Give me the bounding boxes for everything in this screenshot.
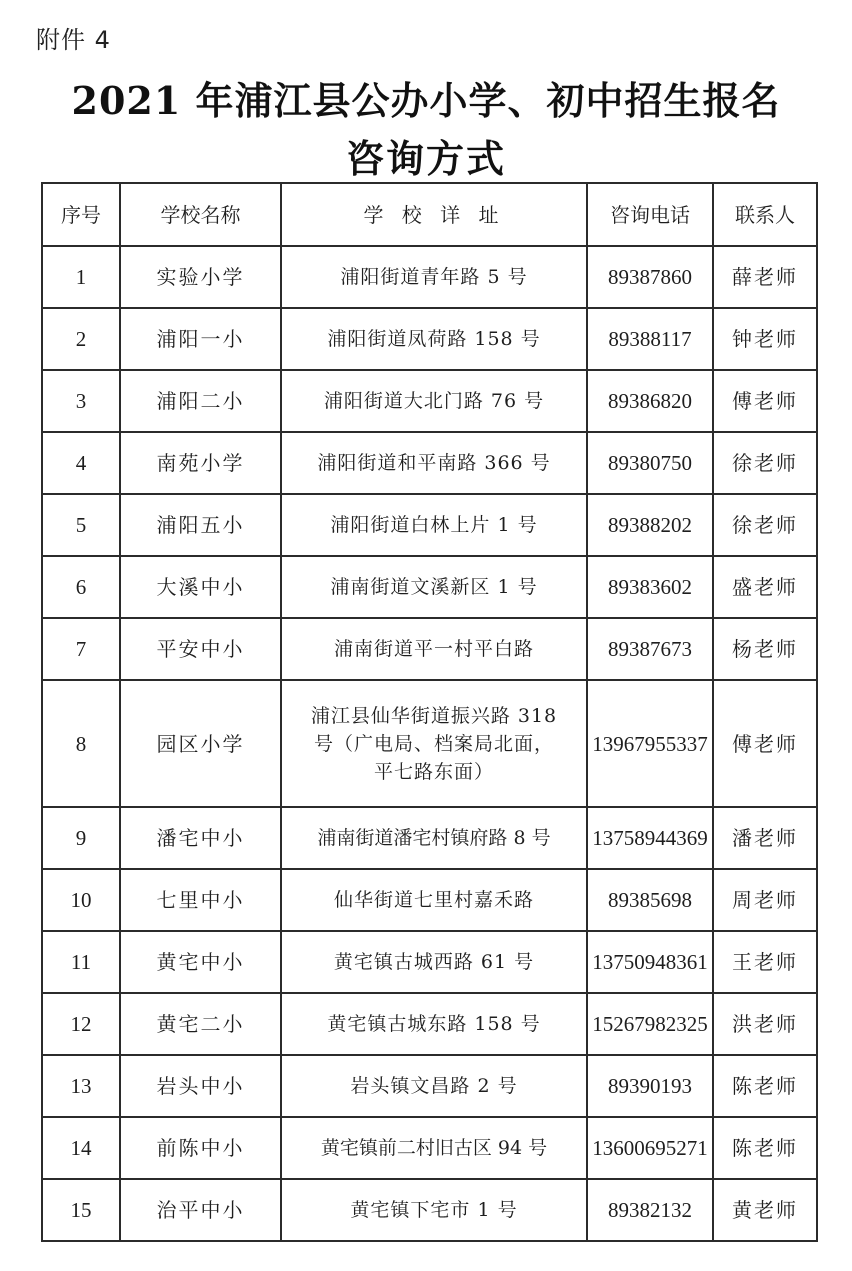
school-phone: 89380750 <box>587 432 713 494</box>
contact-person: 陈老师 <box>713 1055 817 1117</box>
table-row <box>42 931 817 993</box>
school-address: 浦南街道文溪新区 1 号 <box>281 556 587 618</box>
table-row <box>42 869 817 931</box>
document-title: 2021 年浦江县公办小学、初中招生报名 <box>71 78 781 123</box>
table-row <box>42 432 817 494</box>
school-name: 平安中小 <box>120 618 281 680</box>
header-phone: 咨询电话 <box>587 183 713 246</box>
school-address: 黄宅镇古城西路 61 号 <box>281 931 587 993</box>
school-phone: 89385698 <box>587 869 713 931</box>
header-contact: 联系人 <box>713 183 817 246</box>
school-phone: 89382132 <box>587 1179 713 1241</box>
contact-person: 洪老师 <box>713 993 817 1055</box>
school-phone: 89388117 <box>587 308 713 370</box>
school-phone: 89386820 <box>587 370 713 432</box>
header-school-name: 学校名称 <box>120 183 281 246</box>
school-name: 黄宅二小 <box>120 993 281 1055</box>
table-row <box>42 308 817 370</box>
table-row <box>42 1055 817 1117</box>
school-name: 七里中小 <box>120 869 281 931</box>
school-name: 治平中小 <box>120 1179 281 1241</box>
contact-person: 潘老师 <box>713 807 817 869</box>
school-address: 浦阳街道和平南路 366 号 <box>281 432 587 494</box>
row-index: 7 <box>42 618 120 680</box>
school-address: 岩头镇文昌路 2 号 <box>281 1055 587 1117</box>
school-phone: 89388202 <box>587 494 713 556</box>
school-name: 大溪中小 <box>120 556 281 618</box>
table-row <box>42 618 817 680</box>
table-row <box>42 993 817 1055</box>
school-name: 浦阳五小 <box>120 494 281 556</box>
table-header-row <box>42 183 817 246</box>
school-phone: 89387673 <box>587 618 713 680</box>
address-line: 平七路东面） <box>373 760 494 783</box>
header-index: 序号 <box>42 183 120 246</box>
contact-person: 周老师 <box>713 869 817 931</box>
contact-person: 盛老师 <box>713 556 817 618</box>
school-name: 浦阳二小 <box>120 370 281 432</box>
header-address: 学 校 详 址 <box>281 183 587 246</box>
school-address: 浦南街道潘宅村镇府路 8 号 <box>281 807 587 869</box>
school-address: 浦阳街道白林上片 1 号 <box>281 494 587 556</box>
school-address: 黄宅镇前二村旧古区 94 号 <box>281 1117 587 1179</box>
contact-person: 傅老师 <box>713 370 817 432</box>
row-index: 14 <box>42 1117 120 1179</box>
school-phone: 13967955337 <box>587 680 713 807</box>
row-index: 4 <box>42 432 120 494</box>
contact-person: 王老师 <box>713 931 817 993</box>
school-name: 浦阳一小 <box>120 308 281 370</box>
contact-person: 钟老师 <box>713 308 817 370</box>
row-index: 12 <box>42 993 120 1055</box>
school-name: 前陈中小 <box>120 1117 281 1179</box>
table-row <box>42 556 817 618</box>
school-address: 浦阳街道凤荷路 158 号 <box>281 308 587 370</box>
row-index: 13 <box>42 1055 120 1117</box>
row-index: 9 <box>42 807 120 869</box>
table-row <box>42 1179 817 1241</box>
address-line: 浦江县仙华街道振兴路 318 <box>310 704 558 727</box>
table-row <box>42 246 817 308</box>
table-row <box>42 494 817 556</box>
school-name: 实验小学 <box>120 246 281 308</box>
row-index: 1 <box>42 246 120 308</box>
contact-person: 薛老师 <box>713 246 817 308</box>
row-index: 3 <box>42 370 120 432</box>
table-row <box>42 1117 817 1179</box>
contact-person: 徐老师 <box>713 494 817 556</box>
school-address: 浦南街道平一村平白路 <box>281 618 587 680</box>
school-phone: 13758944369 <box>587 807 713 869</box>
row-index: 2 <box>42 308 120 370</box>
attachment-label: 附件 4 <box>36 26 111 54</box>
school-name: 潘宅中小 <box>120 807 281 869</box>
school-name: 园区小学 <box>120 680 281 807</box>
contact-person: 徐老师 <box>713 432 817 494</box>
table-row <box>42 680 817 807</box>
row-index: 11 <box>42 931 120 993</box>
school-phone: 13600695271 <box>587 1117 713 1179</box>
contact-person: 陈老师 <box>713 1117 817 1179</box>
school-phone: 89387860 <box>587 246 713 308</box>
school-phone: 89390193 <box>587 1055 713 1117</box>
row-index: 5 <box>42 494 120 556</box>
contact-person: 傅老师 <box>713 680 817 807</box>
school-phone: 13750948361 <box>587 931 713 993</box>
school-address: 黄宅镇下宅市 1 号 <box>281 1179 587 1241</box>
school-contact-table <box>41 182 818 1242</box>
school-address: 浦阳街道青年路 5 号 <box>281 246 587 308</box>
school-address: 仙华街道七里村嘉禾路 <box>281 869 587 931</box>
contact-person: 杨老师 <box>713 618 817 680</box>
table-row <box>42 807 817 869</box>
school-name: 南苑小学 <box>120 432 281 494</box>
document-subtitle: 咨询方式 <box>345 136 506 181</box>
school-phone: 15267982325 <box>587 993 713 1055</box>
table-row <box>42 370 817 432</box>
row-index: 10 <box>42 869 120 931</box>
row-index: 15 <box>42 1179 120 1241</box>
row-index: 6 <box>42 556 120 618</box>
address-line: 号（广电局、档案局北面， <box>313 732 554 755</box>
school-address <box>281 680 587 807</box>
school-phone: 89383602 <box>587 556 713 618</box>
contact-person: 黄老师 <box>713 1179 817 1241</box>
school-address: 黄宅镇古城东路 158 号 <box>281 993 587 1055</box>
row-index: 8 <box>42 680 120 807</box>
school-address: 浦阳街道大北门路 76 号 <box>281 370 587 432</box>
school-name: 岩头中小 <box>120 1055 281 1117</box>
school-name: 黄宅中小 <box>120 931 281 993</box>
